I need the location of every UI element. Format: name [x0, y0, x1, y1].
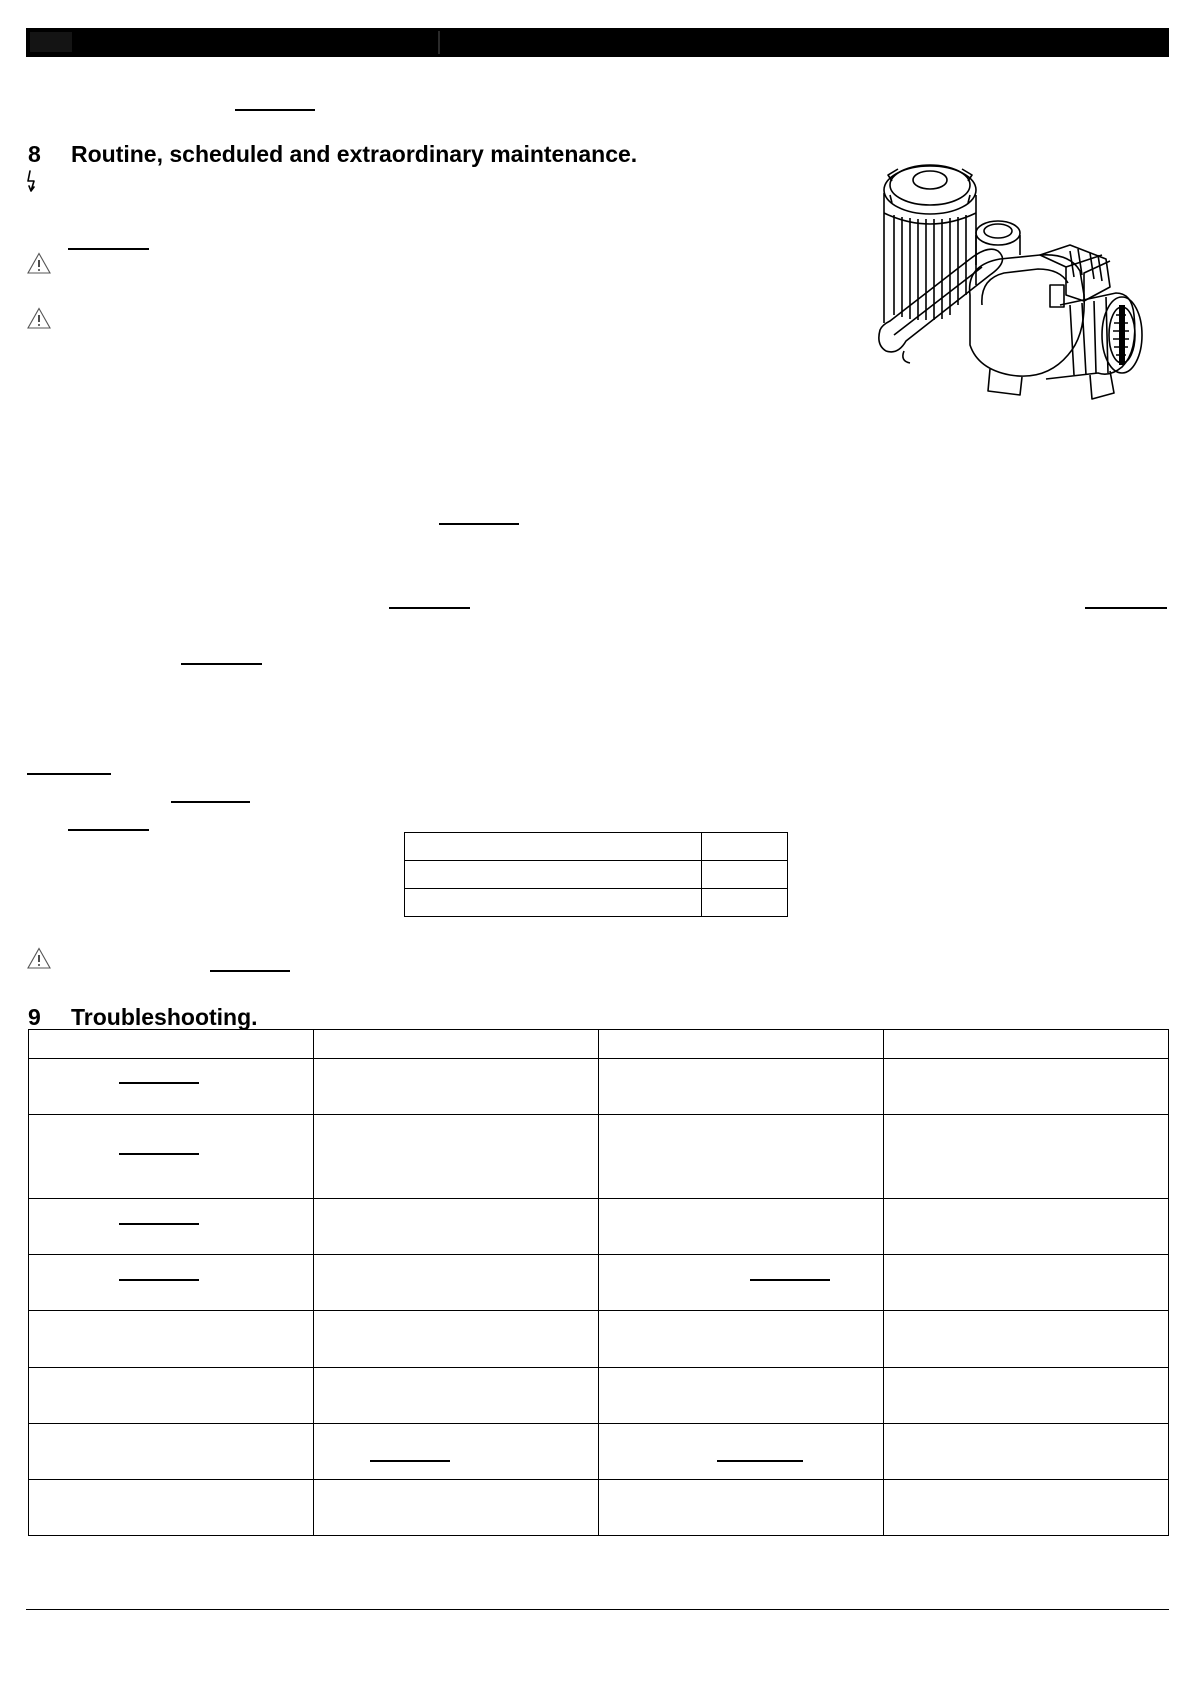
table-cell — [599, 1480, 884, 1536]
table-cell — [29, 1059, 314, 1115]
table-cell — [599, 1311, 884, 1368]
table-row — [29, 1311, 1169, 1368]
table-cell — [884, 1030, 1169, 1059]
table-cell — [314, 1115, 599, 1199]
table-cell — [884, 1199, 1169, 1255]
table-cell — [405, 833, 702, 861]
section-title: Troubleshooting. — [71, 1004, 258, 1030]
table-row — [29, 1480, 1169, 1536]
text-placeholder-line — [119, 1223, 199, 1225]
table-cell — [884, 1368, 1169, 1424]
table-row — [29, 1059, 1169, 1115]
table-row — [29, 1115, 1169, 1199]
table-cell — [29, 1199, 314, 1255]
text-placeholder-line — [717, 1460, 803, 1462]
table-cell — [314, 1030, 599, 1059]
header-tab — [30, 32, 72, 52]
text-placeholder-line — [181, 663, 262, 665]
table-cell — [702, 861, 788, 889]
troubleshooting-table — [28, 1029, 1169, 1536]
table-cell — [29, 1115, 314, 1199]
table-cell — [314, 1424, 599, 1480]
table-cell — [884, 1059, 1169, 1115]
text-placeholder-line — [1085, 607, 1167, 609]
section-title: Routine, scheduled and extraordinary maintenance. — [71, 141, 638, 167]
warning-triangle-icon — [27, 307, 51, 329]
header-divider — [438, 31, 440, 54]
small-table — [404, 832, 788, 917]
table-cell — [29, 1311, 314, 1368]
table-cell — [884, 1255, 1169, 1311]
table-cell — [314, 1059, 599, 1115]
table-cell — [314, 1480, 599, 1536]
table-cell — [702, 833, 788, 861]
table-cell — [599, 1059, 884, 1115]
table-row — [29, 1255, 1169, 1311]
text-placeholder-line — [27, 773, 111, 775]
text-placeholder-line — [68, 829, 149, 831]
section-number: 8 — [28, 141, 41, 167]
warning-triangle-icon — [27, 947, 51, 969]
table-cell — [29, 1480, 314, 1536]
table-row — [29, 1199, 1169, 1255]
table-header-row — [29, 1030, 1169, 1059]
text-placeholder-line — [119, 1082, 199, 1084]
text-placeholder-line — [389, 607, 470, 609]
table-cell — [314, 1311, 599, 1368]
table-cell — [405, 889, 702, 917]
table-cell — [599, 1115, 884, 1199]
table-cell — [29, 1030, 314, 1059]
warning-triangle-icon — [27, 252, 51, 274]
table-cell — [884, 1311, 1169, 1368]
footer-rule — [26, 1609, 1169, 1610]
text-placeholder-line — [210, 970, 290, 972]
table-cell — [29, 1368, 314, 1424]
table-row — [29, 1424, 1169, 1480]
text-placeholder-line — [119, 1153, 199, 1155]
header-bar — [26, 28, 1169, 57]
text-placeholder-line — [235, 109, 315, 111]
table-cell — [29, 1424, 314, 1480]
table-cell — [702, 889, 788, 917]
table-cell — [29, 1255, 314, 1311]
text-placeholder-line — [119, 1279, 199, 1281]
table-cell — [314, 1368, 599, 1424]
table-cell — [599, 1424, 884, 1480]
table-cell — [599, 1030, 884, 1059]
table-cell — [599, 1368, 884, 1424]
table-cell — [405, 861, 702, 889]
text-placeholder-line — [750, 1279, 830, 1281]
table-cell — [599, 1255, 884, 1311]
text-placeholder-line — [439, 523, 519, 525]
section-number: 9 — [28, 1004, 41, 1030]
pool-pump-illustration — [870, 155, 1146, 415]
table-cell — [884, 1115, 1169, 1199]
table-cell — [884, 1480, 1169, 1536]
table-cell — [314, 1199, 599, 1255]
table-row — [29, 1368, 1169, 1424]
text-placeholder-line — [68, 248, 149, 250]
table-cell — [314, 1255, 599, 1311]
electric-hazard-icon — [27, 170, 41, 192]
text-placeholder-line — [370, 1460, 450, 1462]
table-cell — [599, 1199, 884, 1255]
text-placeholder-line — [171, 801, 250, 803]
table-cell — [884, 1424, 1169, 1480]
